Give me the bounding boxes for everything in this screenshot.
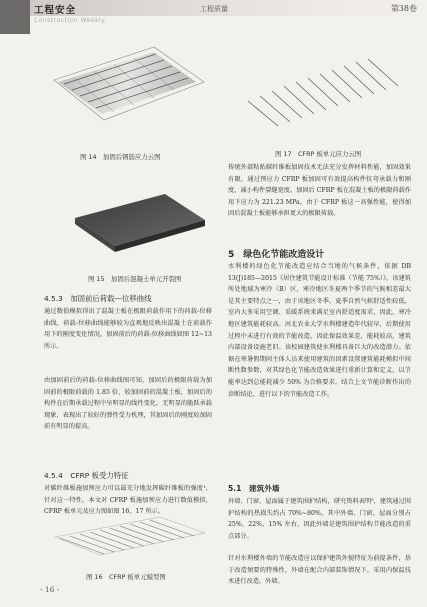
figure-16-caption: 图 16 CFRP 板单元模型图 xyxy=(86,573,166,581)
journal-subtitle: Construction Weekly xyxy=(34,17,106,24)
header-color-block xyxy=(0,0,30,34)
cfrp-discussion-para: 传统外部粘贴碳纤维板加固技术无法充分发挥材料性能，加固效果有限，通过预应力 CFRP 板加固可有效提高构件抗弯承载力和刚度，减小构件裂缝宽度。加固后 CFRP 板在混凝土板的极限荷载作用下应力为 221.23 MPa，由于 CFRP 板这一高强性能，使得加固后混凝土板能够承担更大的极限荷载。 xyxy=(228,164,411,218)
section-5-heading: 5 绿色化节能改造设计 xyxy=(228,250,325,260)
figure-15-caption: 图 15 加固后混凝土单元开裂图 xyxy=(88,275,182,283)
running-header xyxy=(0,0,427,34)
figure-17-cfrp-stress xyxy=(238,56,408,136)
figure-14-rebar-stress xyxy=(44,42,214,147)
section-4-5-3-heading: 4.5.3 加固前后荷载—位移曲线 xyxy=(44,294,152,303)
section-5-para: 水利楼的绿色化节能改造应结合当地的气候条件，依据 DB 13(J)185—2015《居住建筑节能设计标准（节能 75%）》，该建筑所处地域为寒冷（B）区，寒冷地区冬夏两个季节的气候相差最大是其主要特点之一，由于该地区冬季、夏季自然气候舒适性较低，室内大多采用空调、采暖系统来满足室内舒适度需求，因此，寒冷地区建筑能耗较高。河北农业大学水利楼建造年代较早，后期使用过程中未进行有效的节能改造，因此保温效果差，能耗较高，建筑内部设备设施老旧。该校园建筑使水利楼具备巨大的改造潜力。依据在寒暑假期间主体人员来使用建筑的因素设置建筑能耗模拟中间断性数参数，对其绿色化节能改造效果进行重新计算和定义，以节能率达到总能耗减少 50% 为合格要求。结合上文节能诊断作出的诊断结论，进行以下的节能改造工作。 xyxy=(228,263,411,398)
figure-14-caption: 图 14 加固后钢筋应力云图 xyxy=(80,153,161,161)
section-4-5-3-para-2: 由加固前后的荷载-位移曲线图可知，加固后的极限荷载为加固前的极限荷载的 1.85 倍，较加固前的混凝土板，加固后的构件在后期承载过程中呈明显的线性变化，无明显的脆跃承载现象，表现出了较好的弹性受力机理，其加固后的刚度较加固前有明显的提高。 xyxy=(44,377,212,431)
figure-15-concrete-cracking xyxy=(70,190,210,262)
header-gradient xyxy=(30,0,427,16)
figure-17-caption: 图 17 CFRP 板单元应力云图 xyxy=(275,150,362,158)
section-5-1-heading: 5.1 建筑外墙 xyxy=(228,484,280,493)
section-4-5-4-heading: 4.5.4 CFRP 板受力特征 xyxy=(44,471,129,480)
journal-title: 工程安全 xyxy=(34,5,77,16)
page-number: - 16 - xyxy=(40,585,60,594)
volume-label: 第38卷 xyxy=(390,4,417,13)
figure-16-cfrp-model xyxy=(50,515,210,570)
section-5-1-para-1: 外墙、门窗、屋面属于建筑围护结构，研究资料表明⁵，建筑通过围护结构的热损失约占 70%~80%，其中外墙、门窗、屋面分别占 25%、22%、15% 左右，因此外墙是建筑围护结构节能改造的重点部分。 xyxy=(228,498,411,540)
section-5-1-para-2: 针对水利楼外墙的节能改造应以保护建筑外貌特征为前提条件，基于改造须要的特殊性，外墙在配合内部装饰情况下，采用内保温技术进行改造。外墙。 xyxy=(228,555,411,586)
section-4-5-3-para-1: 通过数值模拟得出了混凝土板在极限荷载作用下的荷载-位移曲线，荷载-位移曲线能够较为直观地反映出混凝土在荷载作用下的刚度变化情况。加固前后的荷载-位移曲线如图 12~13 所示。 xyxy=(44,308,212,350)
header-center-text: 工程质量 xyxy=(200,5,228,13)
section-4-5-4-para: 对碳纤维板施加预应力可以最充分地发挥碳纤维板的强度¹，针对这一特性，本文对 CFRP 板施加预应力进行数值模拟，CFRP 板单元及应力图如图 16、17 所示。 xyxy=(44,485,212,516)
